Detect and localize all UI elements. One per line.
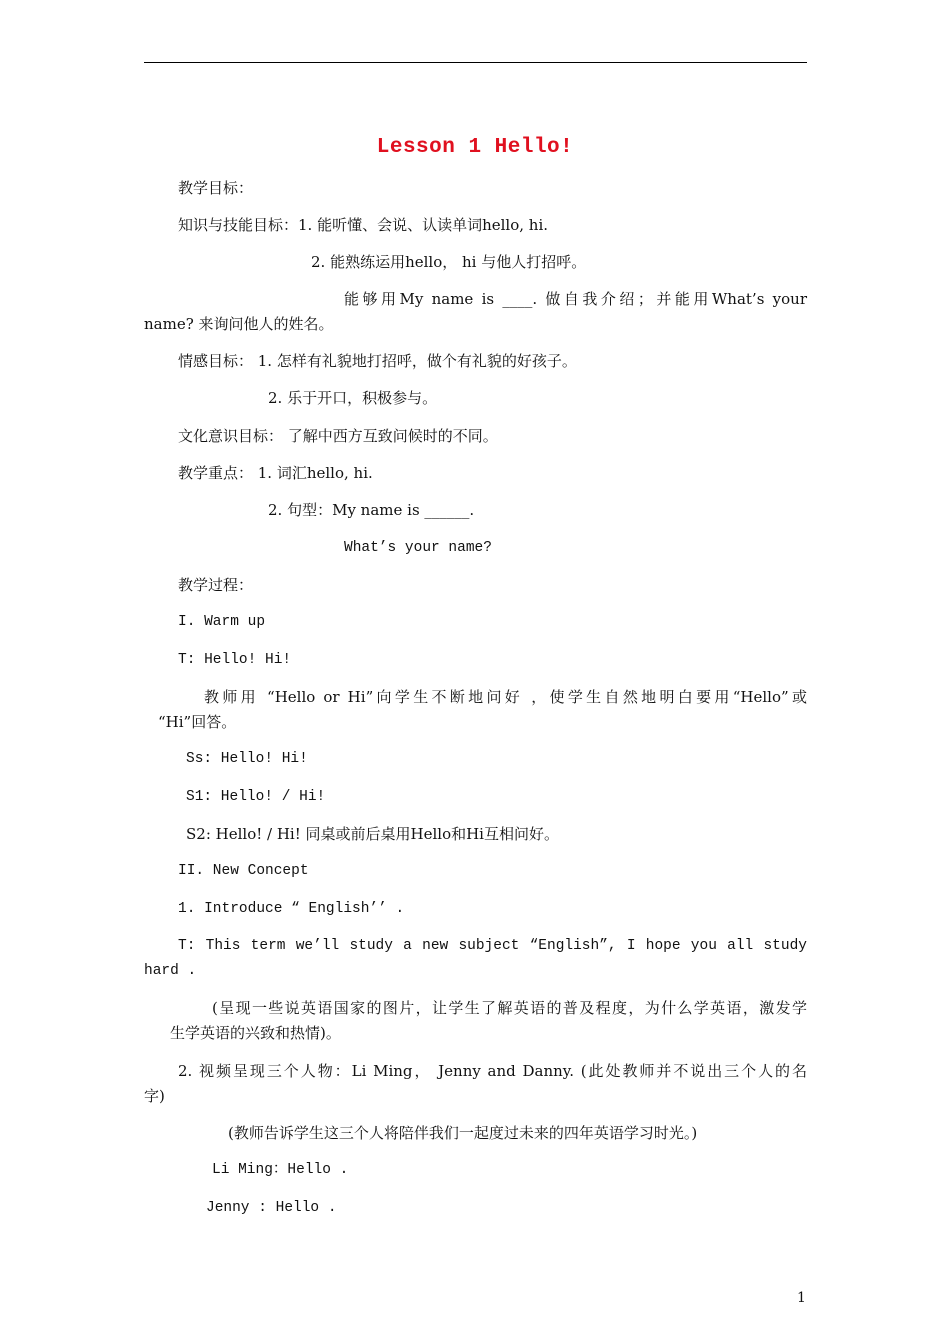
page-number: 1 (797, 1290, 806, 1306)
text-line: 1. Introduce “ English’’ . (178, 901, 405, 917)
text-line: 字) (144, 1087, 165, 1105)
text-line: I. Warm up (178, 614, 266, 630)
text-line: Jenny : Hello . (206, 1200, 337, 1216)
header-rule (144, 62, 807, 63)
text-line: II. New Concept (178, 863, 309, 879)
text-line: (教师告诉学生这三个人将陪伴我们一起度过未来的四年英语学习时光。) (228, 1124, 698, 1142)
lesson-title: Lesson 1 Hello! (376, 136, 574, 159)
text-line: 2. 句型：My name is ______. (268, 501, 475, 519)
text-line: 2. 乐于开口，积极参与。 (268, 389, 438, 407)
text-line: Ss: Hello! Hi! (186, 751, 308, 767)
text-line: 2. 视频呈现三个人物：Li Ming， Jenny and Danny. (此处教师并不说出三个人的名 (178, 1062, 807, 1080)
text-line: hard . (144, 963, 197, 979)
text-line: 能够用My name is ____. 做自我介绍；并能用What’s your (344, 290, 807, 308)
text-line: 2. 能熟练运用hello， hi 与他人打招呼。 (311, 253, 587, 271)
text-line: 文化意识目标： 了解中西方互致问候时的不同。 (178, 427, 498, 445)
text-line: T: This term we’ll study a new subject “English”, I hope you all study (178, 938, 807, 954)
text-line: 情感目标： 1. 怎样有礼貌地打招呼，做个有礼貌的好孩子。 (178, 352, 577, 370)
text-line: 知识与技能目标：1. 能听懂、会说、认读单词hello, hi. (178, 216, 549, 234)
text-line: name? 来询问他人的姓名。 (144, 315, 334, 333)
text-line: Li Ming：Hello . (212, 1162, 349, 1178)
text-line: What’s your name? (344, 540, 492, 556)
text-line: S1: Hello! / Hi! (186, 789, 326, 805)
text-line: (呈现一些说英语国家的图片，让学生了解英语的普及程度，为什么学英语，激发学 (212, 999, 807, 1017)
text-line: “Hi”回答。 (158, 713, 237, 731)
text-line: 教学过程： (178, 576, 254, 594)
text-line: 教师用 “Hello or Hi”向学生不断地问好 ，使学生自然地明白要用“Hello”或 (204, 688, 807, 706)
text-line: 教学重点： 1. 词汇hello, hi. (178, 464, 373, 482)
text-line: 教学目标： (178, 179, 254, 197)
text-line: T: Hello! Hi! (178, 652, 292, 668)
text-line: 生学英语的兴致和热情)。 (170, 1024, 341, 1042)
text-line: S2: Hello! / Hi! 同桌或前后桌用Hello和Hi互相问好。 (186, 825, 559, 843)
